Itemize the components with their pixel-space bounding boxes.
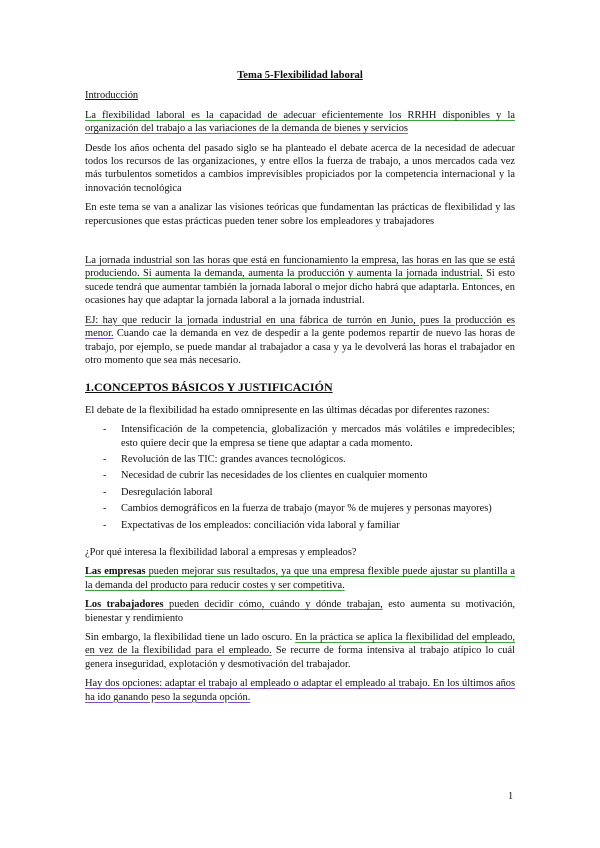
section-1-heading: 1.CONCEPTOS BÁSICOS Y JUSTIFICACIÓN: [85, 380, 333, 395]
trabajadores-paragraph: [85, 598, 515, 625]
page-number: 1: [508, 791, 514, 802]
jornada-rest: Si esto sucede tendrá que aumentar también la jornada laboral o mejor dicho habrá que adaptarla. Entonces, en ocasiones hay que adaptar la jornada laboral a la jornada industrial.: [85, 268, 516, 307]
dash-bullet: -: [103, 503, 107, 515]
list-item-text: Cambios demográficos en la fuerza de trabajo (mayor % de mujeres y personas mayores): [121, 503, 492, 515]
intro-paragraph-2: Desde los años ochenta del pasado siglo se ha planteado el debate acerca de la necesidad de adecuar todos los recursos de las organizaciones, y entre ellos la fuerza de trabajo, a unos mercados cada vez más turbulentos sometidos a cambios imprevisibles propiciados por la competencia internacional y la innovación tecnológica: [85, 142, 515, 194]
reasons-list: [85, 423, 515, 532]
intro-paragraph-3: En este tema se van a analizar las visiones teóricas que fundamentan las prácticas de flexibilidad y las repercusiones que estas prácticas pueden tener sobre los empleadores y trabajadores: [85, 202, 515, 227]
empresas-text: pueden mejorar sus resultados, ya que una empresa flexible puede ajustar su plantilla a la demanda del producto para reducir costes y ser competitiva.: [85, 566, 515, 591]
paragraph-spacer: [85, 234, 515, 254]
dash-bullet: -: [103, 519, 107, 531]
page-content: [85, 69, 515, 710]
trabajadores-highlight: pueden decidir cómo, cuándo y dónde trabajan,: [163, 599, 383, 611]
list-item: [103, 486, 515, 499]
dash-bullet: -: [103, 486, 107, 498]
question-paragraph: ¿Por qué interesa la flexibilidad laboral a empresas y empleados?: [85, 546, 357, 558]
intro-paragraph-1: [85, 109, 515, 136]
example-paragraph: [85, 314, 515, 368]
empresas-paragraph: [85, 565, 515, 592]
list-item-text: Expectativas de los empleados: conciliación vida laboral y familiar: [121, 519, 400, 531]
opciones-paragraph: [85, 677, 515, 704]
document-title: Tema 5-Flexibilidad laboral: [237, 70, 363, 81]
list-item: [103, 502, 515, 515]
list-item-text: Necesidad de cubrir las necesidades de los clientes en cualquier momento: [121, 470, 428, 482]
list-item-text: Desregulación laboral: [121, 486, 213, 498]
list-item-text: Intensificación de la competencia, globalización y mercados más volátiles e impredecibles; esto quiere decir que la empresa se tiene que adaptar a cada momento.: [121, 424, 515, 449]
list-item: [103, 519, 515, 532]
list-item-text: Revolución de las TIC: grandes avances tecnológicos.: [121, 453, 346, 465]
jornada-highlight: La jornada industrial son las horas que está en funcionamiento la empresa, las horas en las que se está produciendo. Si aumenta la demanda, aumenta la producción y aumenta la jornada industrial.: [85, 255, 515, 280]
example-highlight: EJ: hay que reducir la jornada industrial en una fábrica de turrón en Junio, pues la producción es menor.: [85, 314, 515, 340]
list-item: [103, 453, 515, 466]
debate-intro: El debate de la flexibilidad ha estado omnipresente en las últimas décadas por diferentes razones:: [85, 404, 490, 416]
trabajadores-rest: esto aumenta su motivación, bienestar y rendimiento: [85, 599, 516, 624]
trabajadores-label: Los trabajadores: [85, 599, 164, 611]
intro-definition-highlight: La flexibilidad laboral es la capacidad de adecuar eficientemente los RRHH disponibles y la organización del trabajo a las variaciones de la demanda de bienes y servicios: [85, 109, 515, 135]
lado-oscuro-rest: Se recurre de forma intensiva al trabajo atípico lo cuál genera inseguridad, explotación y desmotivación del trabajador.: [85, 645, 516, 670]
dash-bullet: -: [103, 453, 107, 465]
lado-oscuro-start: Sin embargo, la flexibilidad tiene un lado oscuro.: [85, 632, 296, 643]
dash-bullet: -: [103, 424, 107, 436]
opciones-highlight: Hay dos opciones: adaptar el trabajo al empleado o adaptar el empleado al trabajo. En los últimos años ha ido ganando peso la segunda opción.: [85, 678, 515, 703]
lado-oscuro-highlight: En la práctica se aplica la flexibilidad del empleado, en vez de la flexibilidad para el empleado.: [85, 632, 515, 657]
lado-oscuro-paragraph: [85, 631, 515, 671]
list-item: [103, 469, 515, 482]
example-rest: Cuando cae la demanda en vez de despedir a la gente podemos repartir de nuevo las horas de trabajo, por ejemplo, se puede mandar al trabajador a casa y ya le devolverá las horas el trabajador en otro momento que sea más necesario.: [85, 328, 515, 366]
intro-heading: Introducción: [85, 90, 139, 102]
empresas-label: Las empresas: [85, 566, 146, 578]
jornada-paragraph: [85, 254, 515, 308]
list-item: [103, 423, 515, 450]
dash-bullet: -: [103, 470, 107, 482]
